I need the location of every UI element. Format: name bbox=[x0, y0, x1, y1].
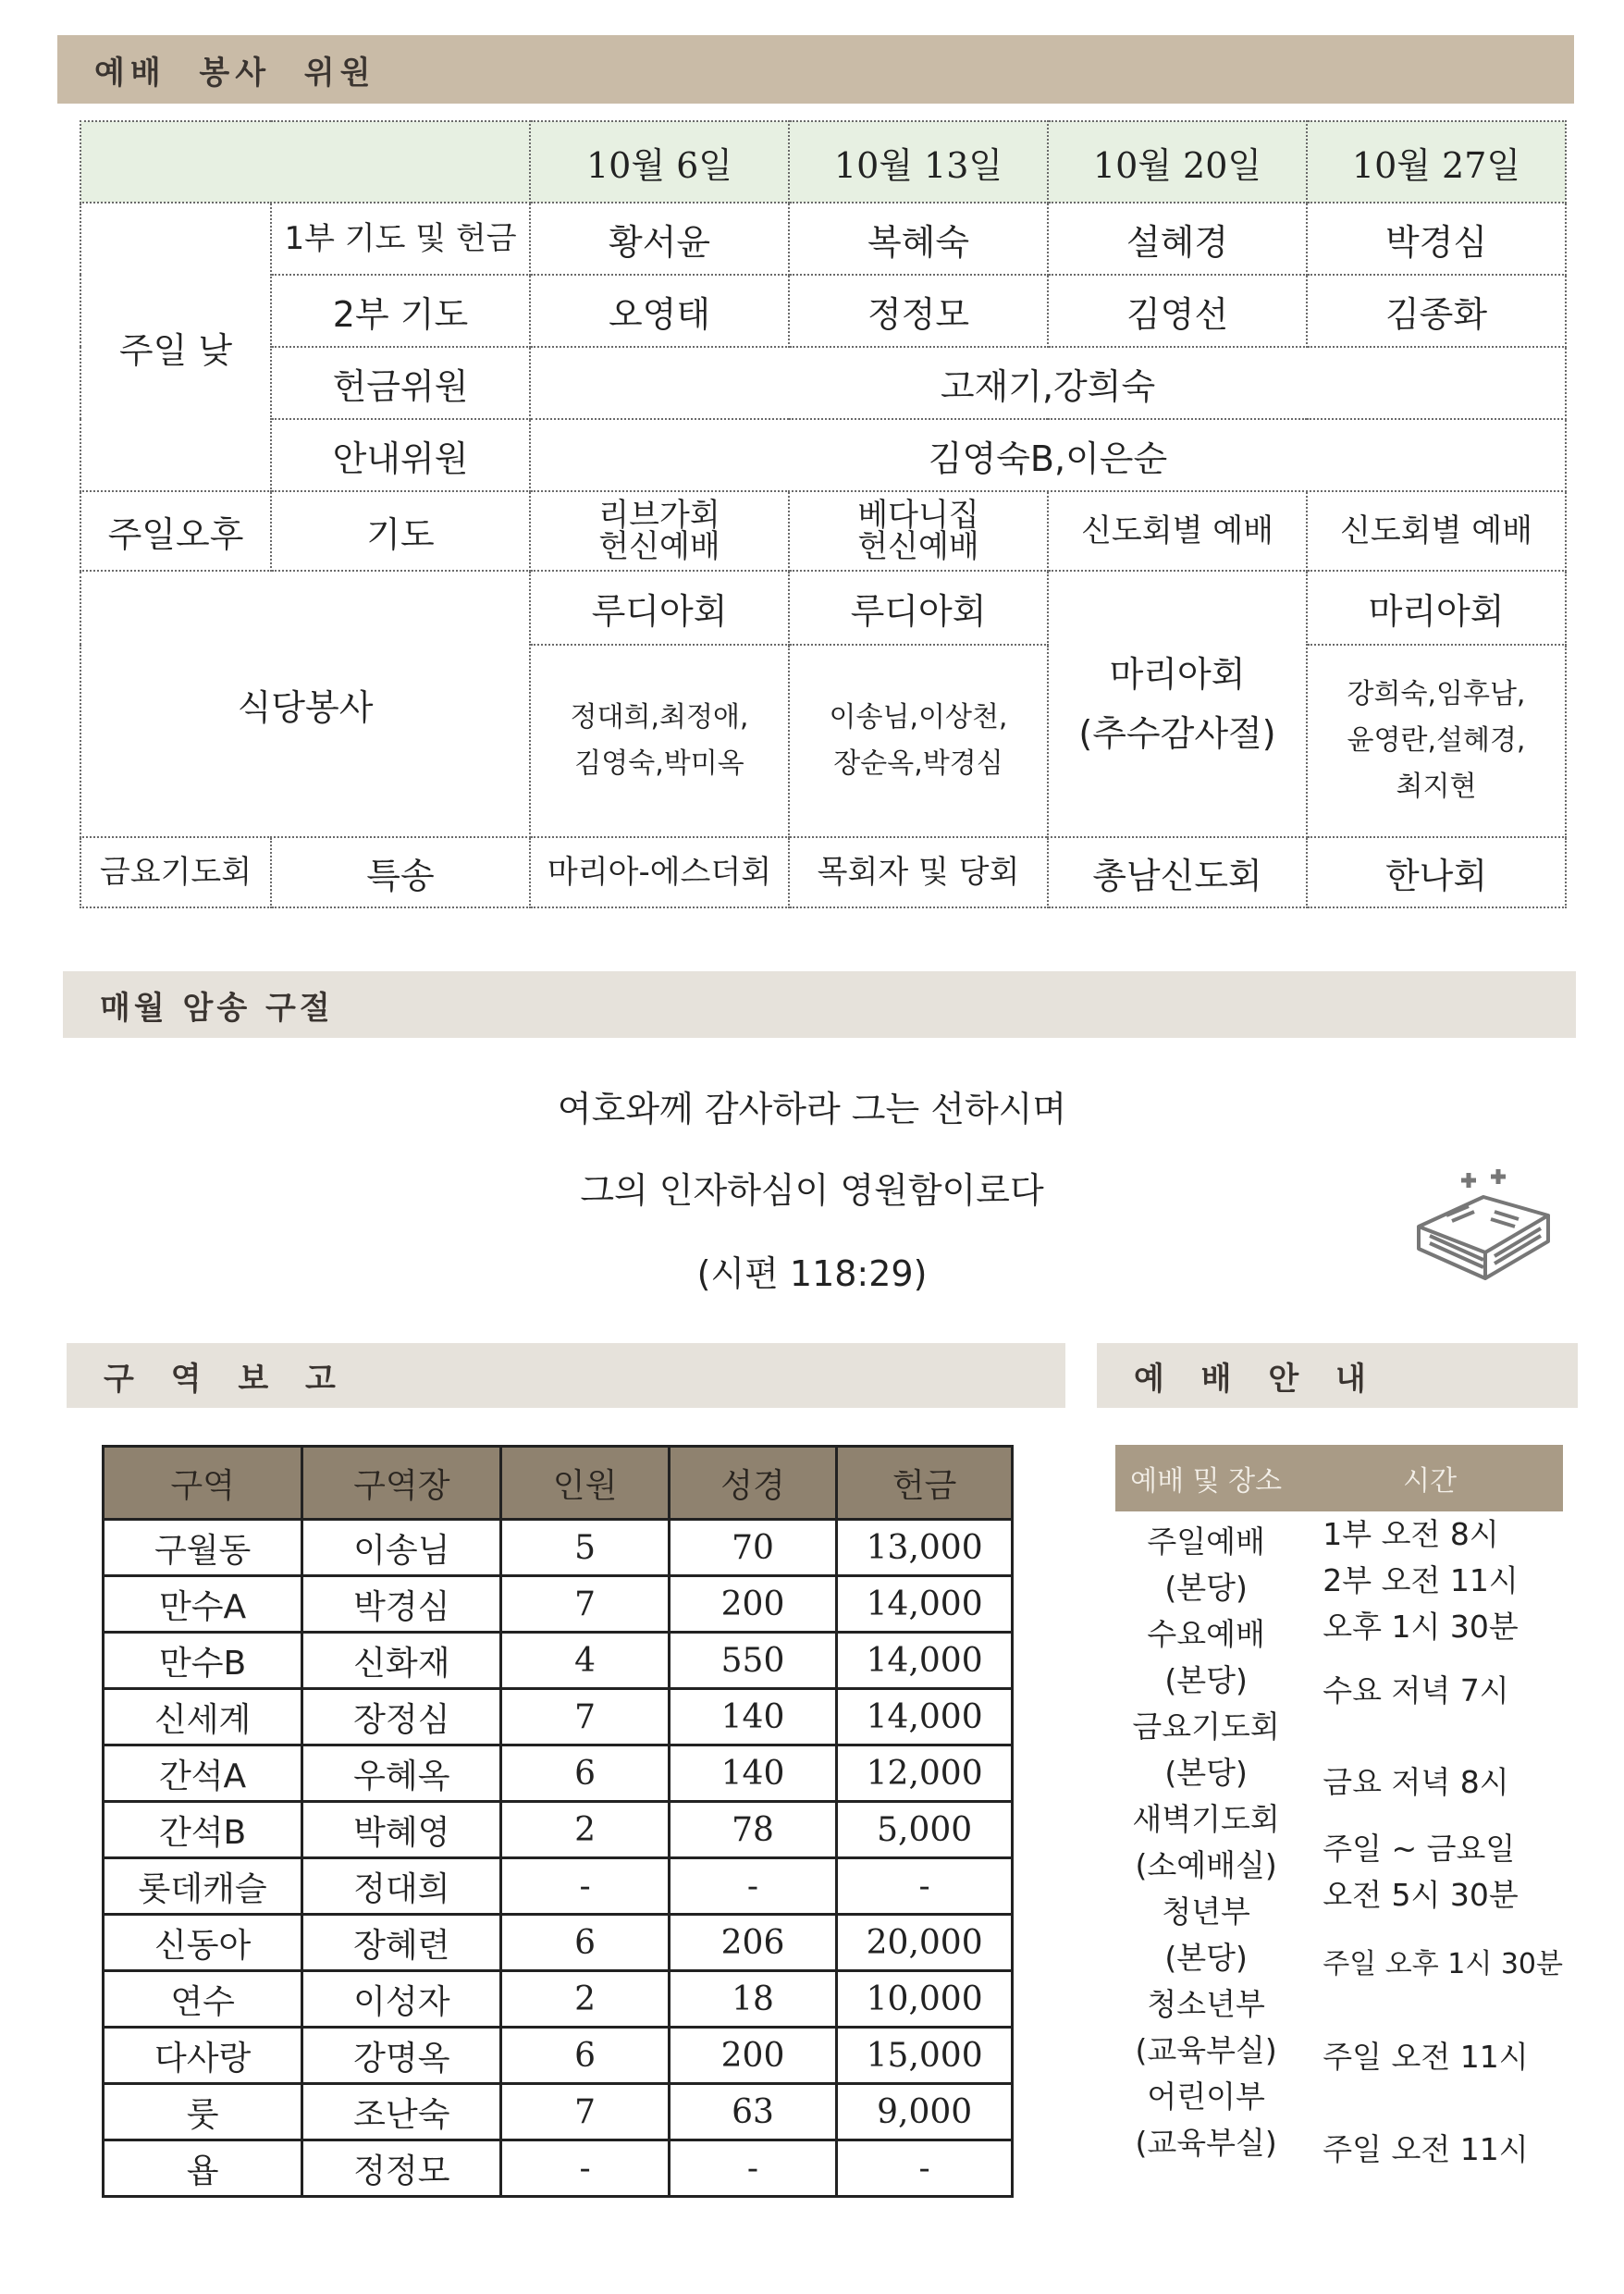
prayer2-3: 김영선 bbox=[1048, 275, 1307, 347]
afternoon-2 bbox=[789, 491, 1048, 571]
schedule-col-place: 예배 및 장소 bbox=[1115, 1445, 1297, 1511]
kitchen-names-1-b: 김영숙,박미옥 bbox=[574, 747, 744, 780]
schedule-place-item: (본당) bbox=[1164, 1940, 1248, 1976]
prayer2-2: 정정모 bbox=[789, 275, 1048, 347]
table-row bbox=[104, 1802, 1013, 1858]
district-cell: 박혜영 bbox=[302, 1802, 501, 1858]
district-body bbox=[104, 1520, 1013, 2197]
prayer1-2: 복혜숙 bbox=[789, 203, 1048, 275]
district-cell: 만수B bbox=[104, 1633, 302, 1689]
kitchen-merged-3-line1: 마리아회 bbox=[1109, 654, 1246, 695]
table-row bbox=[104, 1633, 1013, 1689]
district-cell: - bbox=[837, 1858, 1013, 1915]
table-row bbox=[104, 1689, 1013, 1745]
district-cell: 7 bbox=[501, 1689, 669, 1745]
usher-value: 김영숙B,이은순 bbox=[530, 419, 1566, 491]
schedule-place-item: 수요예배 bbox=[1147, 1616, 1265, 1652]
prayer1-3: 설혜경 bbox=[1048, 203, 1307, 275]
district-cell: 6 bbox=[501, 2028, 669, 2084]
table-row bbox=[104, 2140, 1013, 2197]
kitchen-names-2-a: 이송님,이상천, bbox=[829, 701, 1008, 734]
label-prayer1: 1부 기도 및 헌금 bbox=[271, 203, 530, 275]
verse-reference: (시편 118:29) bbox=[696, 1253, 928, 1294]
schedule-place-item: 새벽기도회 bbox=[1132, 1801, 1280, 1837]
service-header-row bbox=[80, 121, 1566, 203]
time-children: 주일 오전 11시 bbox=[1323, 2131, 1529, 2167]
section-title-schedule: 예 배 안 내 bbox=[1134, 1360, 1379, 1398]
table-row bbox=[104, 1915, 1013, 1971]
time-sunday-1: 1부 오전 8시 bbox=[1323, 1516, 1499, 1552]
time-wednesday: 수요 저녁 7시 bbox=[1323, 1672, 1509, 1708]
district-cell: 롯데캐슬 bbox=[104, 1858, 302, 1915]
district-cell: - bbox=[501, 1858, 669, 1915]
section-title-service: 예배 봉사 위원 bbox=[94, 54, 376, 92]
time-dawn-1: 주일 ~ 금요일 bbox=[1323, 1831, 1516, 1867]
table-row bbox=[104, 1745, 1013, 1802]
row-prayer1 bbox=[80, 203, 1566, 275]
district-cell: 13,000 bbox=[837, 1520, 1013, 1576]
section-title-district: 구 역 보 고 bbox=[104, 1360, 349, 1398]
district-col-leader: 구역장 bbox=[302, 1447, 501, 1520]
group-afternoon: 주일오후 bbox=[80, 491, 271, 571]
time-teen: 주일 오전 11시 bbox=[1323, 2039, 1529, 2075]
prayer2-1: 오영태 bbox=[530, 275, 789, 347]
district-cell: 신동아 bbox=[104, 1915, 302, 1971]
district-cell: 다사랑 bbox=[104, 2028, 302, 2084]
afternoon-4: 신도회별 예배 bbox=[1307, 491, 1566, 571]
district-cell: 20,000 bbox=[837, 1915, 1013, 1971]
district-cell: 연수 bbox=[104, 1971, 302, 2028]
section-header-verse bbox=[63, 971, 1576, 1038]
service-table bbox=[80, 120, 1567, 908]
kitchen-names-2 bbox=[789, 645, 1048, 837]
time-friday: 금요 저녁 8시 bbox=[1323, 1764, 1509, 1800]
afternoon-1-line2: 헌신예배 bbox=[598, 528, 720, 565]
friday-2: 목회자 및 당회 bbox=[789, 837, 1048, 907]
district-cell: 200 bbox=[669, 2028, 837, 2084]
row-offering bbox=[80, 347, 1566, 419]
friday-1: 마리아-에스더회 bbox=[530, 837, 789, 907]
district-cell: 우혜옥 bbox=[302, 1745, 501, 1802]
district-cell: 10,000 bbox=[837, 1971, 1013, 2028]
prayer1-4: 박경심 bbox=[1307, 203, 1566, 275]
kitchen-names-4 bbox=[1307, 645, 1566, 837]
district-cell: 18 bbox=[669, 1971, 837, 2028]
district-header-row bbox=[104, 1447, 1013, 1520]
verse-line-1: 여호와께 감사하라 그는 선하시며 bbox=[557, 1089, 1067, 1129]
district-cell: 6 bbox=[501, 1745, 669, 1802]
district-cell: 140 bbox=[669, 1745, 837, 1802]
district-cell: 200 bbox=[669, 1576, 837, 1633]
afternoon-2-line2: 헌신예배 bbox=[857, 528, 979, 565]
date-2: 10월 13일 bbox=[789, 121, 1048, 203]
district-cell: 7 bbox=[501, 2084, 669, 2140]
schedule-place-item: (본당) bbox=[1164, 1662, 1248, 1698]
district-cell: 신세계 bbox=[104, 1689, 302, 1745]
district-cell: 550 bbox=[669, 1633, 837, 1689]
district-cell: 14,000 bbox=[837, 1576, 1013, 1633]
bible-icon bbox=[1409, 1160, 1557, 1299]
header-blank bbox=[80, 121, 530, 203]
kitchen-names-2-b: 장순옥,박경심 bbox=[833, 747, 1003, 780]
kitchen-names-1 bbox=[530, 645, 789, 837]
kitchen-names-1-a: 정대희,최정애, bbox=[570, 701, 749, 734]
table-row bbox=[104, 1858, 1013, 1915]
afternoon-3: 신도회별 예배 bbox=[1048, 491, 1307, 571]
district-cell: 룻 bbox=[104, 2084, 302, 2140]
time-youth: 주일 오후 1시 30분 bbox=[1323, 1948, 1563, 1980]
kitchen-merged-3 bbox=[1048, 571, 1307, 837]
time-sunday-3: 오후 1시 30분 bbox=[1323, 1609, 1519, 1645]
prayer1-1: 황서윤 bbox=[530, 203, 789, 275]
district-cell: 6 bbox=[501, 1915, 669, 1971]
schedule-place-column bbox=[1115, 1511, 1297, 2196]
district-cell: 7 bbox=[501, 1576, 669, 1633]
district-cell: 이성자 bbox=[302, 1971, 501, 2028]
kitchen-team-1: 루디아회 bbox=[530, 571, 789, 645]
district-cell: 신화재 bbox=[302, 1633, 501, 1689]
table-row bbox=[104, 1971, 1013, 2028]
kitchen-team-2: 루디아회 bbox=[789, 571, 1048, 645]
schedule-place-item: (소예배실) bbox=[1135, 1847, 1277, 1883]
district-cell: 정대희 bbox=[302, 1858, 501, 1915]
table-row bbox=[104, 1576, 1013, 1633]
label-prayer2: 2부 기도 bbox=[271, 275, 530, 347]
group-sunday: 주일 낮 bbox=[80, 203, 271, 491]
afternoon-1 bbox=[530, 491, 789, 571]
district-cell: - bbox=[501, 2140, 669, 2197]
district-cell: 장혜련 bbox=[302, 1915, 501, 1971]
district-cell: 12,000 bbox=[837, 1745, 1013, 1802]
row-afternoon bbox=[80, 491, 1566, 571]
section-header-district bbox=[67, 1343, 1065, 1408]
schedule-place-item: 어린이부 bbox=[1147, 2078, 1265, 2115]
label-offering: 헌금위원 bbox=[271, 347, 530, 419]
district-cell: 15,000 bbox=[837, 2028, 1013, 2084]
district-cell: 정정모 bbox=[302, 2140, 501, 2197]
district-table bbox=[102, 1445, 1014, 2198]
district-cell: 간석B bbox=[104, 1802, 302, 1858]
district-cell: 70 bbox=[669, 1520, 837, 1576]
district-cell: 5,000 bbox=[837, 1802, 1013, 1858]
section-header-service bbox=[57, 35, 1574, 104]
district-cell: 욥 bbox=[104, 2140, 302, 2197]
schedule-body-row bbox=[1115, 1511, 1563, 2196]
table-row bbox=[104, 1520, 1013, 1576]
table-row bbox=[104, 2028, 1013, 2084]
schedule-place-item: 주일예배 bbox=[1147, 1523, 1265, 1560]
friday-4: 한나회 bbox=[1307, 837, 1566, 907]
schedule-time-column bbox=[1297, 1511, 1563, 2196]
district-cell: 5 bbox=[501, 1520, 669, 1576]
district-col-offering: 헌금 bbox=[837, 1447, 1013, 1520]
kitchen-names-4-b: 윤영란,설혜경, bbox=[1347, 724, 1526, 757]
district-cell: 9,000 bbox=[837, 2084, 1013, 2140]
schedule-place-item: 청소년부 bbox=[1147, 1986, 1265, 2022]
schedule-table bbox=[1115, 1445, 1563, 2196]
schedule-place-item: 청년부 bbox=[1162, 1893, 1250, 1930]
row-prayer2 bbox=[80, 275, 1566, 347]
district-cell: 4 bbox=[501, 1633, 669, 1689]
district-cell: 장정심 bbox=[302, 1689, 501, 1745]
district-cell: 조난숙 bbox=[302, 2084, 501, 2140]
schedule-place-item: 금요기도회 bbox=[1132, 1708, 1280, 1745]
district-cell: 140 bbox=[669, 1689, 837, 1745]
district-cell: 강명옥 bbox=[302, 2028, 501, 2084]
district-col-count: 인원 bbox=[501, 1447, 669, 1520]
schedule-time-list bbox=[1297, 1511, 1563, 2196]
district-cell: 63 bbox=[669, 2084, 837, 2140]
district-cell: 14,000 bbox=[837, 1689, 1013, 1745]
kitchen-team-4: 마리아회 bbox=[1307, 571, 1566, 645]
date-1: 10월 6일 bbox=[530, 121, 789, 203]
district-col-bible: 성경 bbox=[669, 1447, 837, 1520]
schedule-place-item: (교육부실) bbox=[1135, 2125, 1277, 2161]
section-header-schedule bbox=[1097, 1343, 1578, 1408]
schedule-place-item: (본당) bbox=[1164, 1755, 1248, 1791]
group-friday: 금요기도회 bbox=[80, 837, 271, 907]
kitchen-names-4-c: 최지현 bbox=[1396, 771, 1477, 803]
district-cell: 만수A bbox=[104, 1576, 302, 1633]
kitchen-merged-3-line2: (추수감사절) bbox=[1078, 713, 1276, 754]
district-cell: 78 bbox=[669, 1802, 837, 1858]
schedule-place-item: (교육부실) bbox=[1135, 2032, 1277, 2068]
time-dawn-2: 오전 5시 30분 bbox=[1323, 1877, 1519, 1913]
district-cell: - bbox=[669, 2140, 837, 2197]
label-usher: 안내위원 bbox=[271, 419, 530, 491]
district-cell: 14,000 bbox=[837, 1633, 1013, 1689]
schedule-header-row bbox=[1115, 1445, 1563, 1511]
schedule-place-list bbox=[1115, 1519, 1297, 2166]
row-usher bbox=[80, 419, 1566, 491]
label-friday: 특송 bbox=[271, 837, 530, 907]
district-cell: 206 bbox=[669, 1915, 837, 1971]
row-friday bbox=[80, 837, 1566, 907]
label-afternoon: 기도 bbox=[271, 491, 530, 571]
friday-3: 총남신도회 bbox=[1048, 837, 1307, 907]
district-cell: 2 bbox=[501, 1802, 669, 1858]
date-3: 10월 20일 bbox=[1048, 121, 1307, 203]
district-col-name: 구역 bbox=[104, 1447, 302, 1520]
label-kitchen: 식당봉사 bbox=[80, 571, 530, 837]
verse-line-2: 그의 인자하심이 영원함이로다 bbox=[580, 1170, 1044, 1211]
row-kitchen-teams bbox=[80, 571, 1566, 645]
prayer2-4: 김종화 bbox=[1307, 275, 1566, 347]
district-cell: - bbox=[669, 1858, 837, 1915]
afternoon-2-line1: 베다니집 bbox=[857, 497, 979, 534]
district-cell: - bbox=[837, 2140, 1013, 2197]
schedule-place-item: (본당) bbox=[1164, 1570, 1248, 1606]
afternoon-1-line1: 리브가회 bbox=[598, 497, 720, 534]
district-cell: 간석A bbox=[104, 1745, 302, 1802]
kitchen-names-4-a: 강희숙,임후남, bbox=[1347, 678, 1526, 710]
schedule-col-time: 시간 bbox=[1297, 1445, 1563, 1511]
section-title-verse: 매월 암송 구절 bbox=[100, 989, 334, 1027]
district-cell: 구월동 bbox=[104, 1520, 302, 1576]
district-cell: 2 bbox=[501, 1971, 669, 2028]
offering-value: 고재기,강희숙 bbox=[530, 347, 1566, 419]
time-sunday-2: 2부 오전 11시 bbox=[1323, 1562, 1519, 1598]
date-4: 10월 27일 bbox=[1307, 121, 1566, 203]
district-cell: 이송님 bbox=[302, 1520, 501, 1576]
district-cell: 박경심 bbox=[302, 1576, 501, 1633]
table-row bbox=[104, 2084, 1013, 2140]
